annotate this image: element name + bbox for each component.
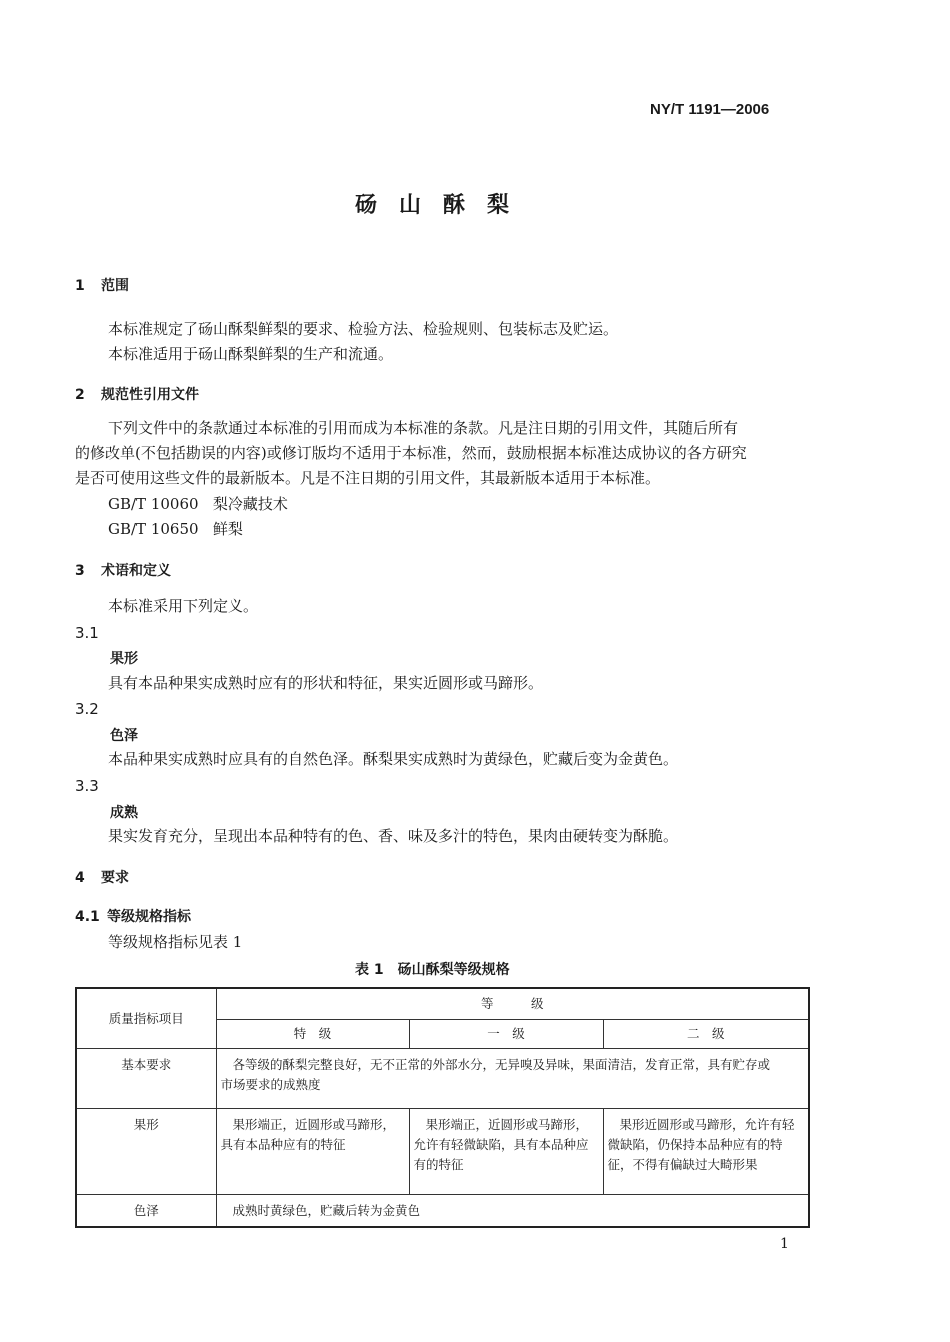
term-definition: 具有本品种果实成熟时应有的形状和特征，果实近圆形或马蹄形。 (108, 674, 544, 692)
term-definition: 果实发育充分，呈现出本品种特有的色、香、味及多汁的特色，果肉由硬转变为酥脆。 (108, 827, 679, 845)
section-4-number: 4 (75, 870, 85, 886)
section-2-paragraph-line-3: 是否可使用这些文件的最新版本。凡是不注日期的引用文件，其最新版本适用于本标准。 (75, 469, 661, 487)
section-4-1-number: 4.1 (75, 909, 100, 925)
page-number: 1 (780, 1236, 789, 1252)
header-grade: 等 级 (216, 988, 809, 1020)
header-grade-second: 二 级 (603, 1020, 809, 1049)
section-2-heading (75, 384, 199, 404)
section-1-number: 1 (75, 278, 85, 294)
cell-color: 成熟时黄绿色，贮藏后转为金黄色 (216, 1195, 809, 1228)
section-2-title: 规范性引用文件 (101, 387, 199, 403)
section-4-1-title: 等级规格指标 (107, 909, 191, 925)
cell-shape-second: 果形近圆形或马蹄形，允许有轻微缺陷，仍保持本品种应有的特征，不得有偏缺过大畸形果 (603, 1109, 809, 1195)
reference-item (108, 493, 288, 514)
section-1-paragraph-2: 本标准适用于砀山酥梨鲜梨的生产和流通。 (108, 345, 394, 363)
table-row (76, 1049, 809, 1109)
term-number: 3.2 (75, 700, 99, 718)
reference-code: GB/T 10060 (108, 495, 199, 513)
term-number: 3.1 (75, 624, 99, 642)
cell-basic-requirement (216, 1049, 809, 1109)
grade-table (75, 987, 810, 1228)
reference-code: GB/T 10650 (108, 520, 199, 538)
section-1-title: 范围 (101, 278, 129, 294)
row-label-basic: 基本要求 (76, 1049, 216, 1109)
reference-name: 梨冷藏技术 (212, 495, 288, 513)
term-name: 色泽 (110, 728, 138, 744)
header-grade-first: 一 级 (409, 1020, 603, 1049)
page-title: 砀山酥梨 (355, 193, 532, 218)
section-2-paragraph-line-2: 的修改单(不包括勘误的内容)或修订版均不适用于本标准，然而，鼓励根据本标准达成协议的各方研究 (75, 444, 747, 462)
section-2-number: 2 (75, 387, 85, 403)
section-3-title: 术语和定义 (101, 563, 171, 579)
row-label-shape: 果形 (76, 1109, 216, 1195)
section-4-1-paragraph: 等级规格指标见表 1 (108, 933, 243, 951)
cell-shape-first: 果形端正，近圆形或马蹄形，允许有轻微缺陷，具有本品种应有的特征 (409, 1109, 603, 1195)
header-quality-item: 质量指标项目 (76, 988, 216, 1049)
section-1-paragraph-1: 本标准规定了砀山酥梨鲜梨的要求、检验方法、检验规则、包装标志及贮运。 (108, 320, 619, 338)
section-1-heading (75, 275, 129, 295)
term-name: 果形 (110, 651, 138, 667)
cell-text-line: 各等级的酥梨完整良好，无不正常的外部水分，无异嗅及异味，果面清洁，发育正常，具有贮存或 (232, 1057, 771, 1072)
reference-item (108, 518, 243, 539)
cell-text-line: 市场要求的成熟度 (220, 1077, 321, 1092)
cell-shape-special: 果形端正，近圆形或马蹄形，具有本品种应有的特征 (216, 1109, 409, 1195)
term-definition: 本品种果实成熟时应具有的自然色泽。酥梨果实成熟时为黄绿色，贮藏后变为金黄色。 (108, 750, 679, 768)
table-caption: 表 1 砀山酥梨等级规格 (355, 962, 510, 978)
section-4-title: 要求 (101, 870, 129, 886)
section-3-paragraph: 本标准采用下列定义。 (108, 597, 259, 615)
table-row (76, 1195, 809, 1228)
section-4-heading (75, 867, 129, 887)
term-number: 3.3 (75, 777, 99, 795)
table-header-row (76, 988, 809, 1020)
standard-number: NY/T 1191—2006 (650, 101, 770, 118)
reference-name: 鲜梨 (212, 520, 243, 538)
row-label-color: 色泽 (76, 1195, 216, 1228)
section-3-heading (75, 560, 171, 580)
header-grade-special: 特 级 (216, 1020, 409, 1049)
section-2-paragraph-line-1: 下列文件中的条款通过本标准的引用而成为本标准的条款。凡是注日期的引用文件，其随后所有 (108, 419, 739, 437)
table-row (76, 1109, 809, 1195)
section-4-1-heading (75, 906, 191, 926)
term-name: 成熟 (110, 805, 138, 821)
section-3-number: 3 (75, 563, 85, 579)
